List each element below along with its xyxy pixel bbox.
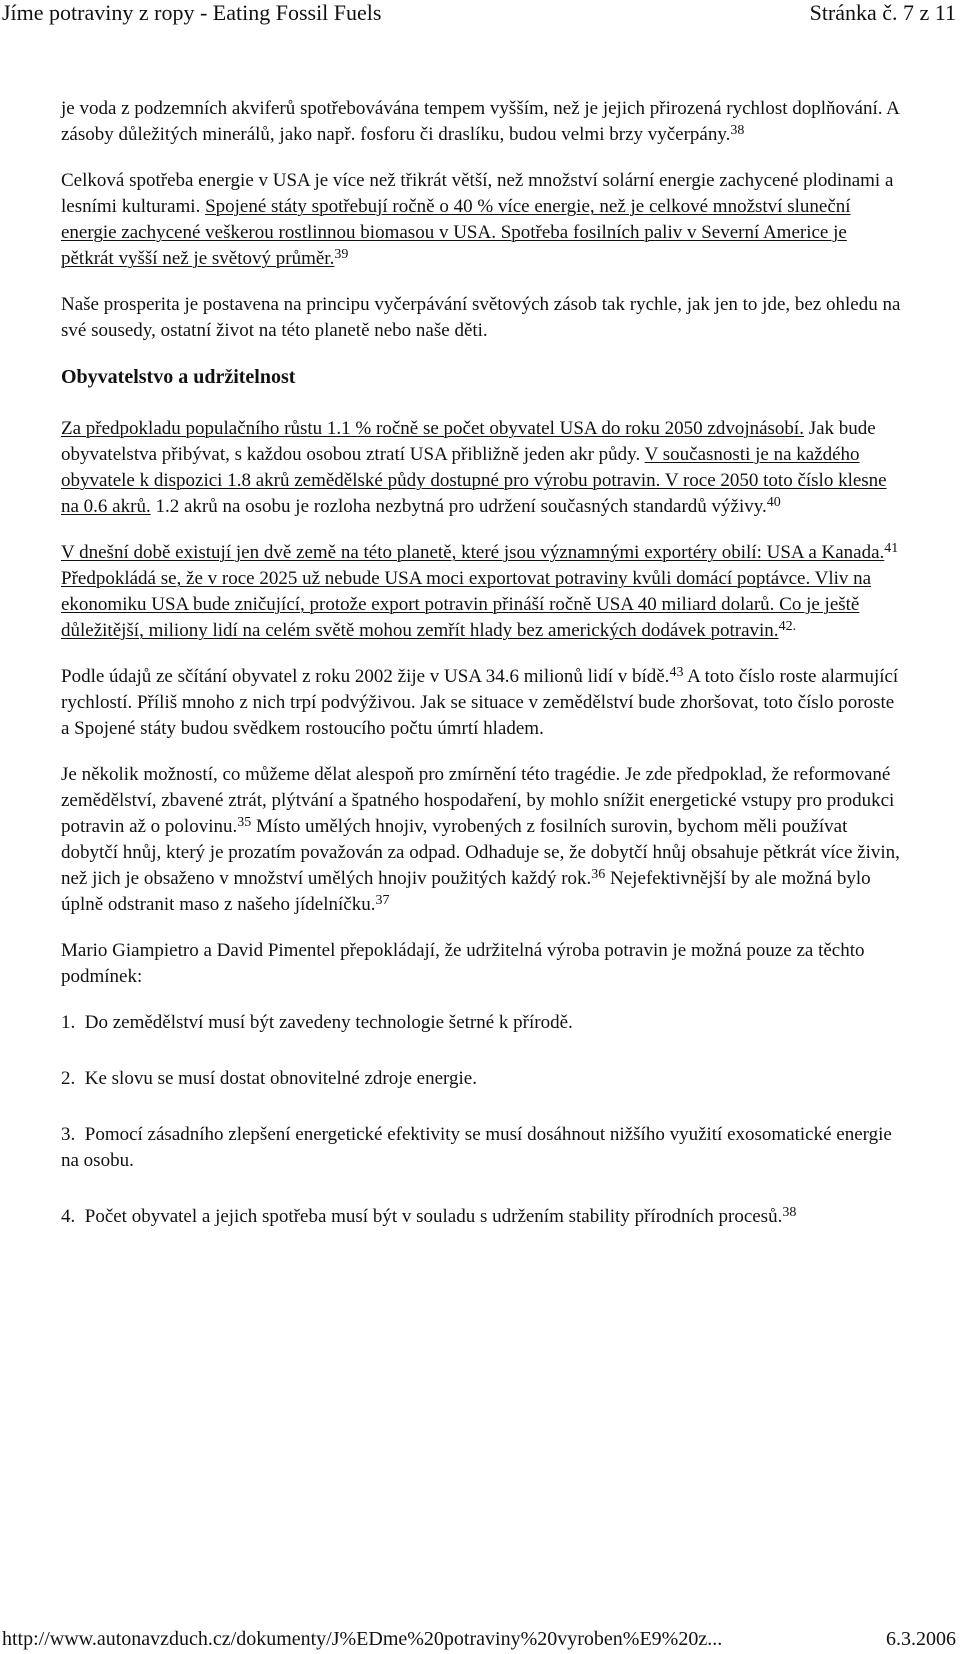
page-header	[0, 0, 960, 28]
document-title: Jíme potraviny z ropy - Eating Fossil Fuels	[2, 0, 382, 25]
section-heading: Obyvatelstvo a udržitelnost	[61, 366, 296, 388]
list-item: 3. Pomocí zásadního zlepšení energetické efektivity se musí dosáhnout nižšího využití exosomatické energie na osobu.	[61, 1124, 892, 1171]
list-item: 1. Do zemědělství musí být zavedeny technologie šetrné k přírodě.	[61, 1012, 573, 1033]
paragraph-2: Celková spotřeba energie v USA je více než třikrát větší, než množství solární energie zachycené plodinami a lesními kulturami. Spojené státy spotřebují ročně o 40 % více energie, než je celkové množství sluneční energie zachycené veškerou rostlinnou biomasou v USA. Spotřeba fosilních paliv v Severní Americe je pětkrát vyšší než je světový průměr.$^{39}$	[61, 170, 894, 269]
footnote-ref[interactable]: 40	[766, 495, 781, 510]
footnote-ref[interactable]: 37	[375, 893, 390, 908]
underlined-text: Předpokládá se, že v roce 2025 už nebude USA moci exportovat potraviny kvůli domácí poptávce. Vliv na ekonomiku USA bude zničující, protože export potravin přináší ročně USA 40 miliard dolarů. Co je ještě důležitější, miliony lidí na celém světě mohou zemřít hlady bez amerických dodávek potravin.	[61, 568, 872, 641]
footnote-ref[interactable]: 38	[730, 123, 745, 138]
page-footer	[0, 1626, 960, 1654]
underlined-text: V dnešní době existují jen dvě země na této planetě, které jsou významnými exportéry obilí: USA a Kanada.	[61, 542, 885, 563]
conditions-list	[61, 1010, 901, 1230]
paragraph-8: Mario Giampietro a David Pimentel přepokládají, že udržitelná výroba potravin je možná pouze za těchto podmínek:	[61, 940, 865, 987]
footnote-ref[interactable]: 35	[237, 815, 252, 830]
underlined-text: V současnosti je na každého obyvatele k dispozici 1.8 akrů zemědělské půdy dostupné pro výrobu potravin. V roce 2050 toto číslo klesne na 0.6 akrů.	[61, 444, 887, 517]
footnote-ref[interactable]: 42.	[778, 619, 797, 634]
footnote-ref[interactable]: 36	[591, 867, 606, 882]
paragraph-3: Naše prosperita je postavena na principu vyčerpávání světových zásob tak rychle, jak jen to jde, bez ohledu na své sousedy, ostatní život na této planetě nebo naše děti.	[61, 294, 901, 341]
list-item: 4. Počet obyvatel a jejich spotřeba musí být v souladu s udržením stability přírodních procesů.$^{38}$	[61, 1205, 797, 1227]
paragraph-6: Podle údajů ze sčítání obyvatel z roku 2002 žije v USA 34.6 milionů lidí v bídě.$^{43}$ A toto číslo roste alarmující rychlostí. Příliš mnoho z nich trpí podvýživou. Jak se situace v zemědělství bude zhoršovat, toto číslo poroste a Spojené státy budou svědkem rostoucího počtu úmrtí hladem.	[61, 665, 899, 739]
underlined-text: Spojené státy spotřebují ročně o 40 % více energie, než je celkové množství sluneční energie zachycené veškerou rostlinnou biomasou v USA. Spotřeba fosilních paliv v Severní Americe je pětkrát vyšší než je světový průměr.	[61, 196, 851, 269]
underlined-text: Za předpokladu populačního růstu 1.1 % ročně se počet obyvatel USA do roku 2050 zdvojnásobí.	[61, 418, 804, 439]
source-url: http://www.autonavzduch.cz/dokumenty/J%EDme%20potraviny%20vyroben%E9%20z...	[2, 1628, 723, 1650]
footnote-ref[interactable]: 41	[884, 541, 899, 556]
print-date: 6.3.2006	[886, 1628, 956, 1650]
page-number: Stránka č. 7 z 11	[809, 0, 956, 25]
list-item: 2. Ke slovu se musí dostat obnovitelné zdroje energie.	[61, 1068, 477, 1089]
paragraph-7: Je několik možností, co můžeme dělat alespoň pro zmírnění této tragédie. Je zde předpoklad, že reformované zemědělství, zbavené ztrát, plýtvání a špatného hospodaření, by mohlo snížit energetické vstupy pro produkci potravin až o polovinu.$^{35}$ Místo umělých hnojiv, vyrobených z fosilních surovin, bychom měli používat dobytčí hnůj, který je prozatím považován za odpad. Odhaduje se, že dobytčí hnůj obsahuje pětkrát více živin, než jich je obsaženo v množství umělých hnojiv použitých každý rok.$^{36}$ Nejefektivnější by ale možná bylo úplně odstranit maso z našeho jídelníčku.$^{37}$	[61, 764, 900, 915]
footnote-ref[interactable]: 38	[782, 1205, 797, 1220]
paragraph-4: Za předpokladu populačního růstu 1.1 % ročně se počet obyvatel USA do roku 2050 zdvojnásobí. Jak bude obyvatelstva přibývat, s každou osobou ztratí USA přibližně jeden akr půdy. V současnosti je na každého obyvatele k dispozici 1.8 akrů zemědělské půdy dostupné pro výrobu potravin. V roce 2050 toto číslo klesne na 0.6 akrů. 1.2 akrů na osobu je rozloha nezbytná pro udržení současných standardů výživy.$^{40}$	[61, 418, 887, 517]
paragraph-5	[61, 540, 901, 644]
footnote-ref[interactable]: 43	[669, 665, 684, 680]
paragraph-1: je voda z podzemních akviferů spotřebovávána tempem vyšším, než je jejich přirozená rychlost doplňování. A zásoby důležitých minerálů, jako např. fosforu či draslíku, budou velmi brzy vyčerpány.$^{38}$	[61, 98, 899, 145]
footnote-ref[interactable]: 39	[334, 247, 349, 262]
article-body	[61, 96, 901, 1260]
